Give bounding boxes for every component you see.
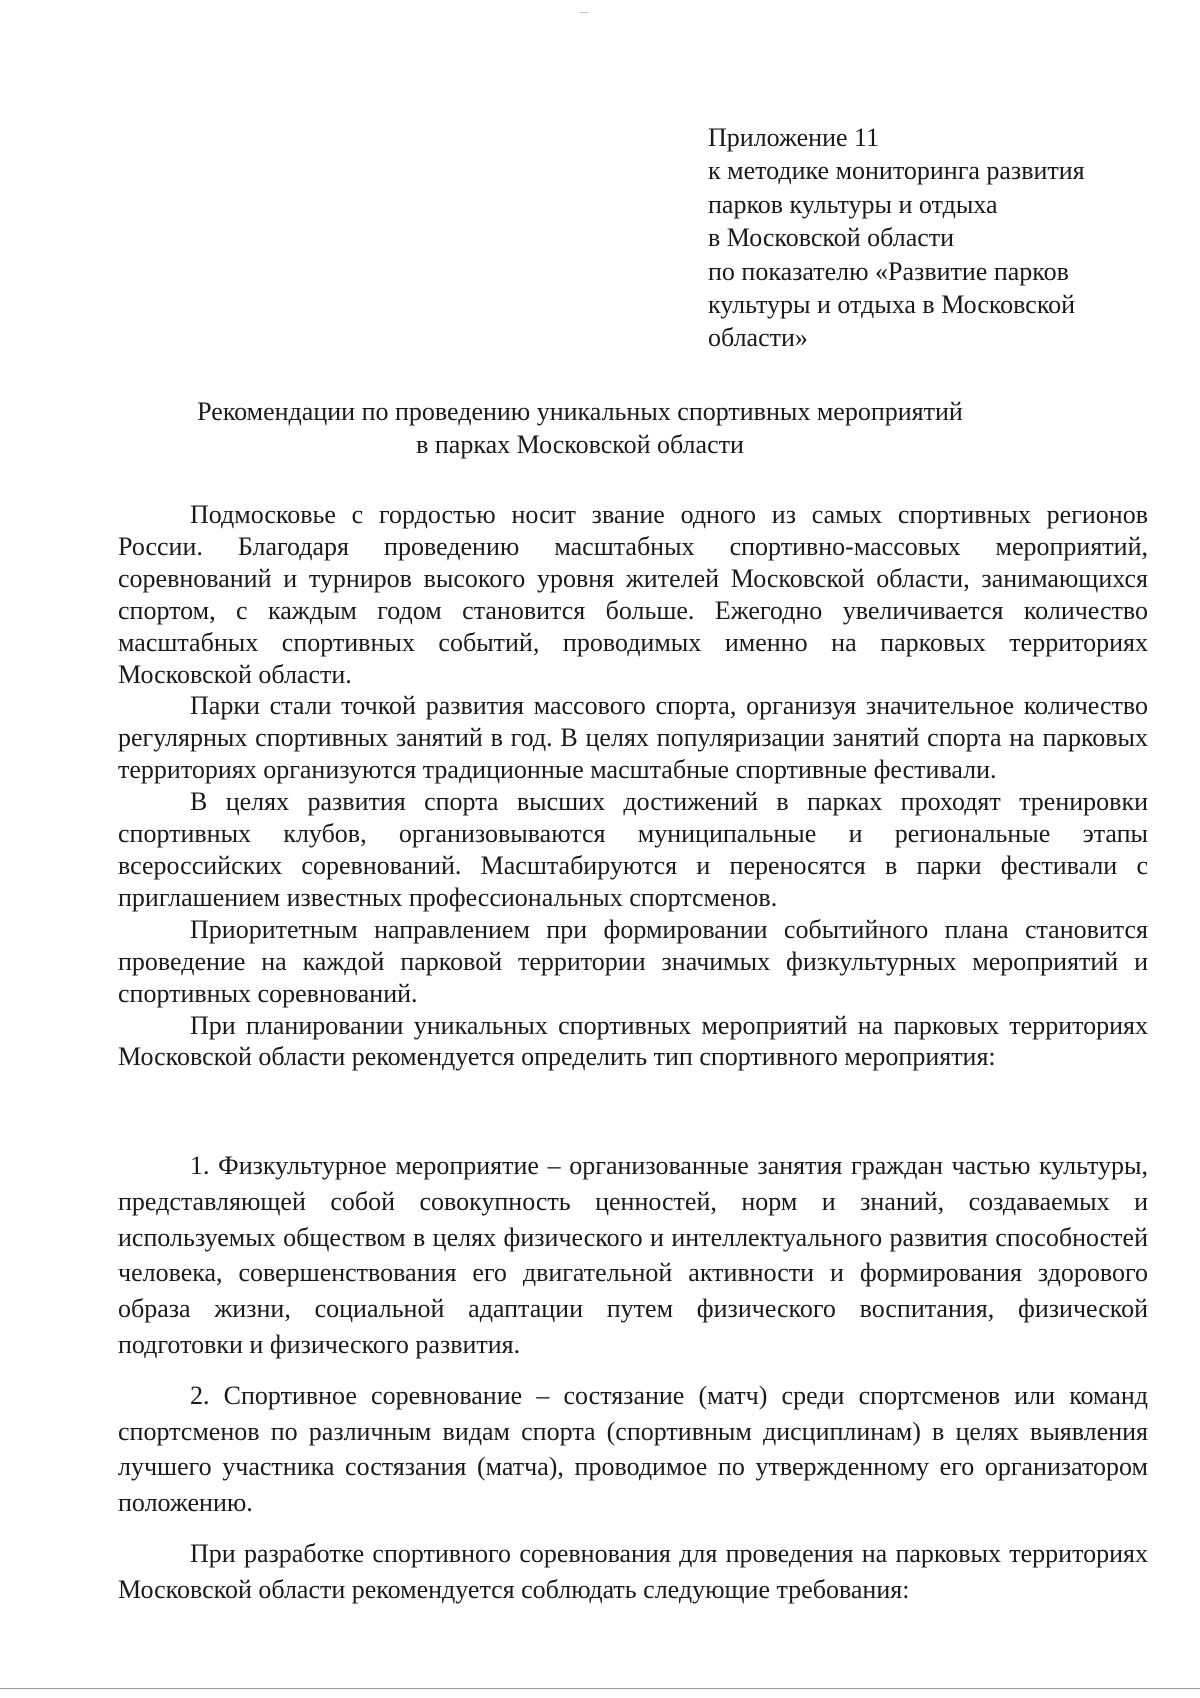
paragraph-intro: Подмосковье с гордостью носит звание одного из самых спортивных регионов России. Благодаря проведению масштабных спортивно-массовых мероприятий, соревнований и турниров высокого уровня жителей Московской области, занимающихся спортом, с каждым годом становится больше. Ежегодно увеличивается количество масштабных спортивных событий, проводимых именно на парковых территориях Московской области. [118, 500, 1148, 689]
appendix-line: культуры и отдыха в Московской [708, 290, 1076, 320]
appendix-line: в Московской области [708, 223, 955, 253]
paragraph-item-2: 2. Спортивное соревнование – состязание (матч) среди спортсменов или команд спортсменов по различным видам спорта (спортивным дисциплинам) в целях выявления лучшего участника состязания (матча), проводимое по утвержденному его организатором положению. [118, 1380, 1148, 1518]
appendix-line: по показателю «Развитие парков [708, 256, 1069, 286]
appendix-line: области» [708, 323, 808, 353]
body-text-lower [118, 1148, 1148, 1608]
paragraph-priority: Приоритетным направлением при формировании событийного плана становится проведение на каждой парковой территории значимых физкультурных мероприятий и спортивных соревнований. [118, 914, 1148, 1008]
paragraph-high-achievement: В целях развития спорта высших достижений в парках проходят тренировки спортивных клубов, организовываются муниципальные и региональные этапы всероссийских соревнований. Масштабируются и переносятся в парки фестивали с приглашением известных профессиональных спортсменов. [118, 787, 1148, 912]
title-line-1: Рекомендации по проведению уникальных спортивных мероприятий [197, 397, 963, 426]
body-text-upper [118, 499, 1148, 1073]
document-title [120, 395, 1040, 461]
page-bottom-rule [0, 1688, 1200, 1689]
appendix-header [708, 121, 1148, 355]
scan-mark [580, 12, 588, 13]
title-line-2: в парках Московской области [416, 430, 744, 459]
appendix-line: к методике мониторинга развития [708, 156, 1085, 186]
appendix-line: парков культуры и отдыха [708, 189, 998, 219]
paragraph-planning: При планировании уникальных спортивных мероприятий на парковых территориях Московской области рекомендуется определить тип спортивного мероприятия: [118, 1010, 1148, 1072]
paragraph-mass-sport: Парки стали точкой развития массового спорта, организуя значительное количество регулярных спортивных занятий в год. В целях популяризации занятий спорта на парковых территориях организуются традиционные масштабные спортивные фестивали. [118, 691, 1148, 785]
appendix-line: Приложение 11 [708, 123, 880, 152]
paragraph-requirements: При разработке спортивного соревнования для проведения на парковых территориях Московской области рекомендуется соблюдать следующие требования: [118, 1538, 1148, 1604]
paragraph-item-1: 1. Физкультурное мероприятие – организованные занятия граждан частью культуры, представляющей собой совокупность ценностей, норм и знаний, создаваемых и используемых обществом в целях физического и интеллектуального развития способностей человека, совершенствования его двигательной активности и формирования здорового образа жизни, социальной адаптации путем физического воспитания, физической подготовки и физического развития. [118, 1151, 1148, 1359]
